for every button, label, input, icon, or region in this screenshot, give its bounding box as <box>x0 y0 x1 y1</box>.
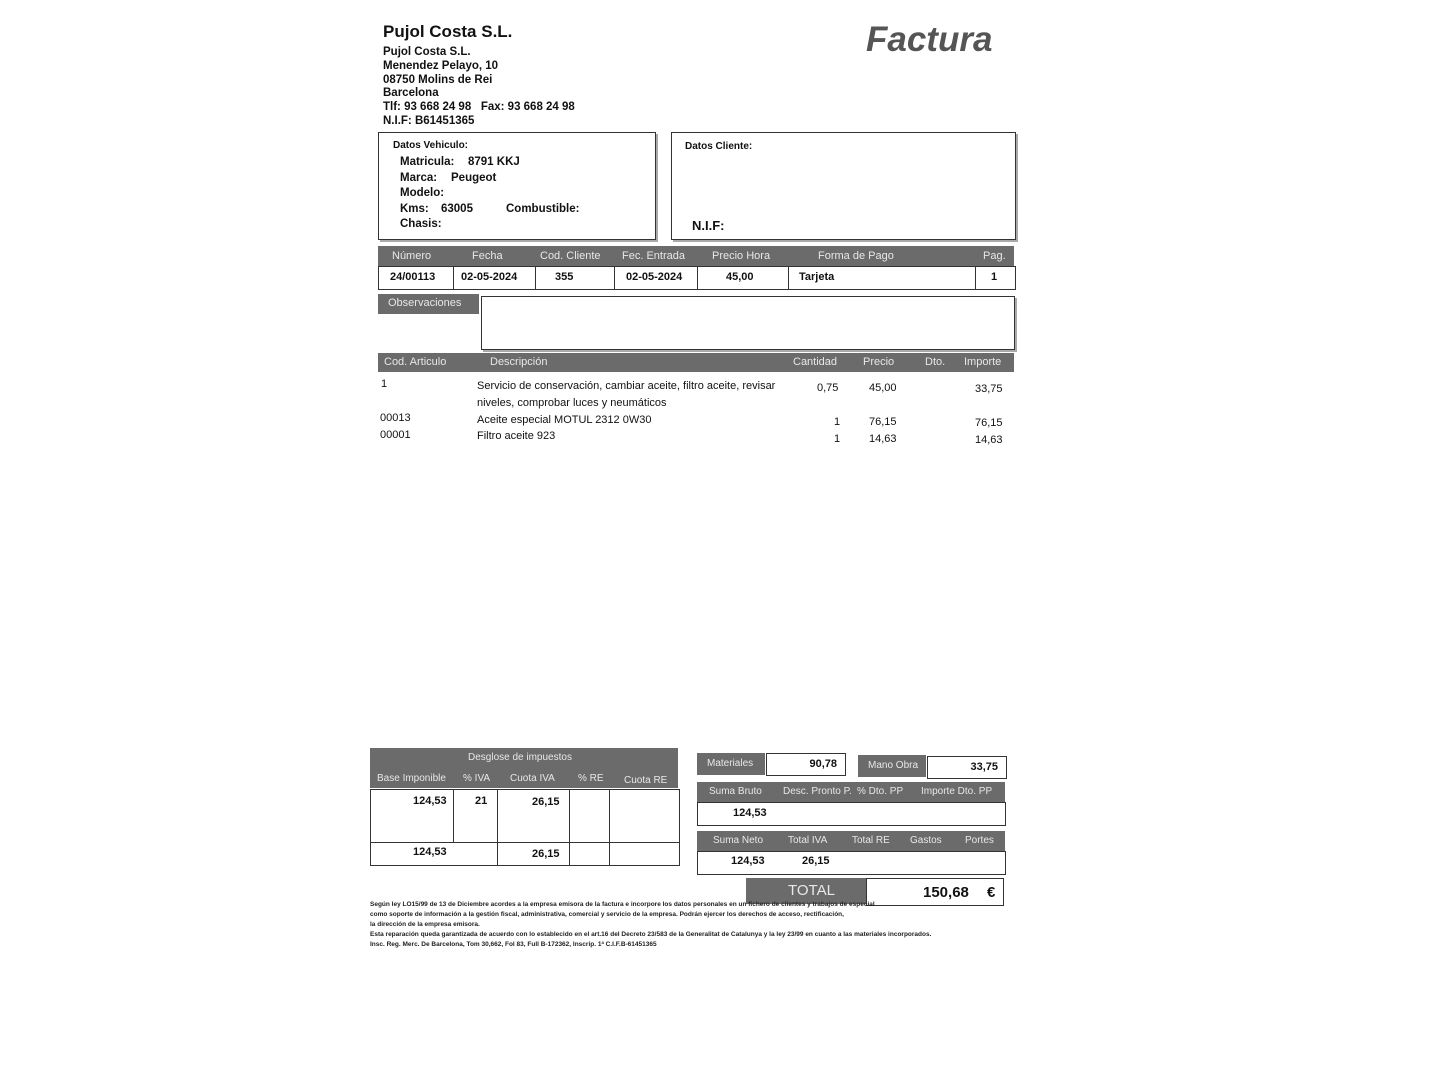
client-heading: Datos Cliente: <box>685 141 753 152</box>
vehicle-data-box <box>378 132 656 240</box>
company-phone: Tlf: 93 668 24 98 <box>383 101 472 114</box>
modelo-label: Modelo: <box>400 187 445 199</box>
cantidad-header: Cantidad <box>793 356 838 368</box>
materiales-value-box <box>766 753 846 776</box>
dto-header: Dto. <box>925 356 946 368</box>
tax-base-total: 124,53 <box>413 846 447 858</box>
phone-fax-line <box>383 101 575 115</box>
invoice-header-values <box>378 266 1016 290</box>
descripcion-header: Descripción <box>490 356 548 368</box>
tax-breakdown-header <box>370 748 678 788</box>
company-nif: N.I.F: B61451365 <box>383 114 475 127</box>
mano-obra-value-box <box>927 756 1007 779</box>
chasis-label: Chasis: <box>400 218 442 230</box>
legal-line: la dirección de la empresa emisora. <box>370 921 480 928</box>
cuota-iva-header: Cuota IVA <box>510 773 555 784</box>
suma-bruto-value: 124,53 <box>733 807 767 819</box>
precio-hora-header: Precio Hora <box>712 250 771 262</box>
tax-breakdown-totals <box>370 842 680 866</box>
cod-cliente-value: 355 <box>555 271 574 283</box>
gastos-header: Gastos <box>910 835 942 846</box>
fec-entrada-value: 02-05-2024 <box>626 271 683 283</box>
vehicle-heading: Datos Vehiculo: <box>393 140 469 151</box>
tax-cuota-iva-total: 26,15 <box>532 848 560 860</box>
mano-obra-label-text: Mano Obra <box>868 760 919 771</box>
marca-label: Marca: <box>400 172 438 184</box>
importe-dto-header: Importe Dto. PP <box>921 786 993 797</box>
fec-entrada-header: Fec. Entrada <box>622 250 685 262</box>
kms-value: 63005 <box>441 203 473 215</box>
item-cod: 00013 <box>380 412 411 424</box>
item-cantidad: 0,75 <box>817 382 839 394</box>
forma-pago-header: Forma de Pago <box>818 250 894 262</box>
precio-hora-value: 45,00 <box>726 271 754 283</box>
item-importe: 76,15 <box>975 417 1003 429</box>
cod-articulo-header: Cod. Articulo <box>384 356 447 368</box>
item-cod: 1 <box>381 378 388 390</box>
fecha-header: Fecha <box>472 250 503 262</box>
mano-obra-value: 33,75 <box>970 761 998 773</box>
pag-header: Pag. <box>983 250 1006 262</box>
total-label: TOTAL <box>788 882 835 899</box>
importe-header: Importe <box>964 356 1002 368</box>
currency-symbol: € <box>987 884 996 901</box>
legal-line: como soporte de información a la gestión fiscal, administrativa, comercial y servicio de la empresa. Podrán ejercer los derechos de acceso, rectificación, <box>370 911 844 918</box>
materiales-value: 90,78 <box>809 758 837 770</box>
address-line: Pujol Costa S.L. <box>383 46 471 58</box>
suma-bruto-header: Suma Bruto <box>709 786 762 797</box>
client-data-box <box>671 132 1016 240</box>
address-line: Menendez Pelayo, 10 <box>383 59 499 72</box>
marca-value: Peugeot <box>451 172 497 184</box>
summary-row3-values <box>697 851 1006 875</box>
observaciones-label <box>378 294 479 314</box>
company-address <box>383 46 575 129</box>
client-nif-label: N.I.F: <box>692 218 725 233</box>
suma-neto-header: Suma Neto <box>713 835 764 846</box>
item-cantidad: 1 <box>834 416 841 428</box>
total-iva-header: Total IVA <box>788 835 828 846</box>
item-desc: Servicio de conservación, cambiar aceite, filtro aceite, revisar <box>477 380 776 392</box>
kms-label: Kms: <box>400 203 429 215</box>
observaciones-text: Observaciones <box>388 297 462 309</box>
precio-header: Precio <box>863 356 895 368</box>
address-line: Barcelona <box>383 87 439 100</box>
total-value: 150,68 <box>923 884 969 901</box>
tax-cuota-iva-value: 26,15 <box>532 796 560 808</box>
summary-row2-header <box>697 782 1005 802</box>
item-importe: 33,75 <box>975 383 1003 395</box>
suma-neto-value: 124,53 <box>731 855 765 867</box>
summary-row2-values <box>697 802 1006 826</box>
fecha-value: 02-05-2024 <box>461 271 518 283</box>
matricula-value: 8791 KKJ <box>468 156 520 168</box>
base-imponible-header: Base Imponible <box>377 773 446 784</box>
item-precio: 14,63 <box>869 433 897 445</box>
company-name: Pujol Costa S.L. <box>383 22 513 41</box>
forma-pago-value: Tarjeta <box>799 271 835 283</box>
iva-pct-header: % IVA <box>463 773 491 784</box>
combustible-label: Combustible: <box>506 203 580 215</box>
item-cantidad: 1 <box>834 433 841 445</box>
re-pct-header: % RE <box>578 773 604 784</box>
item-importe: 14,63 <box>975 434 1003 446</box>
matricula-label: Matricula: <box>400 156 455 168</box>
legal-notice <box>370 900 970 950</box>
numero-value: 24/00113 <box>390 271 436 283</box>
tax-breakdown-body <box>370 789 680 843</box>
item-desc-cont: niveles, comprobar luces y neumáticos <box>477 397 667 409</box>
observaciones-box <box>481 296 1015 350</box>
materiales-label-text: Materiales <box>707 758 754 769</box>
document-title: Factura <box>866 20 993 59</box>
legal-line: Esta reparación queda garantizada de acuerdo con lo establecido en el art.16 del Decreto 23/583 de la Generalitat de Catalunya y la ley 23/99 en cuanto a las materiales incorporados. <box>370 931 932 938</box>
legal-line: Según ley LO15/99 de 13 de Diciembre acordes a la empresa emisora de la factura e incorpore los datos personales en un fichero de clientes y trabajos de especial <box>370 901 875 908</box>
pct-dto-header: % Dto. PP <box>857 786 904 797</box>
item-desc: Filtro aceite 923 <box>477 430 556 442</box>
desc-pronto-header: Desc. Pronto P. <box>783 786 852 797</box>
portes-header: Portes <box>965 835 994 846</box>
legal-line: Insc. Reg. Merc. De Barcelona, Tom 30,662, Fol 83, Full B-172362, Inscrip. 1ª C.I.F.B-61451365 <box>370 941 657 948</box>
item-precio: 45,00 <box>869 382 897 394</box>
cuota-re-header: Cuota RE <box>624 775 668 786</box>
item-cod: 00001 <box>380 429 411 441</box>
mano-obra-label <box>858 755 926 777</box>
total-re-header: Total RE <box>852 835 890 846</box>
items-header-bar <box>378 353 1014 372</box>
item-precio: 76,15 <box>869 416 897 428</box>
tax-base-value: 124,53 <box>413 795 447 807</box>
item-desc: Aceite especial MOTUL 2312 0W30 <box>477 414 652 426</box>
numero-header: Número <box>392 250 432 262</box>
tax-title: Desglose de impuestos <box>468 752 572 763</box>
total-iva-value: 26,15 <box>802 855 830 867</box>
cod-cliente-header: Cod. Cliente <box>540 250 601 262</box>
invoice-header-bar <box>378 246 1014 266</box>
pag-value: 1 <box>991 271 998 283</box>
materiales-label <box>697 753 765 775</box>
tax-iva-pct-value: 21 <box>475 795 488 807</box>
company-fax: Fax: 93 668 24 98 <box>480 101 575 114</box>
address-line: 08750 Molins de Rei <box>383 73 493 86</box>
summary-row3-header <box>697 831 1005 851</box>
